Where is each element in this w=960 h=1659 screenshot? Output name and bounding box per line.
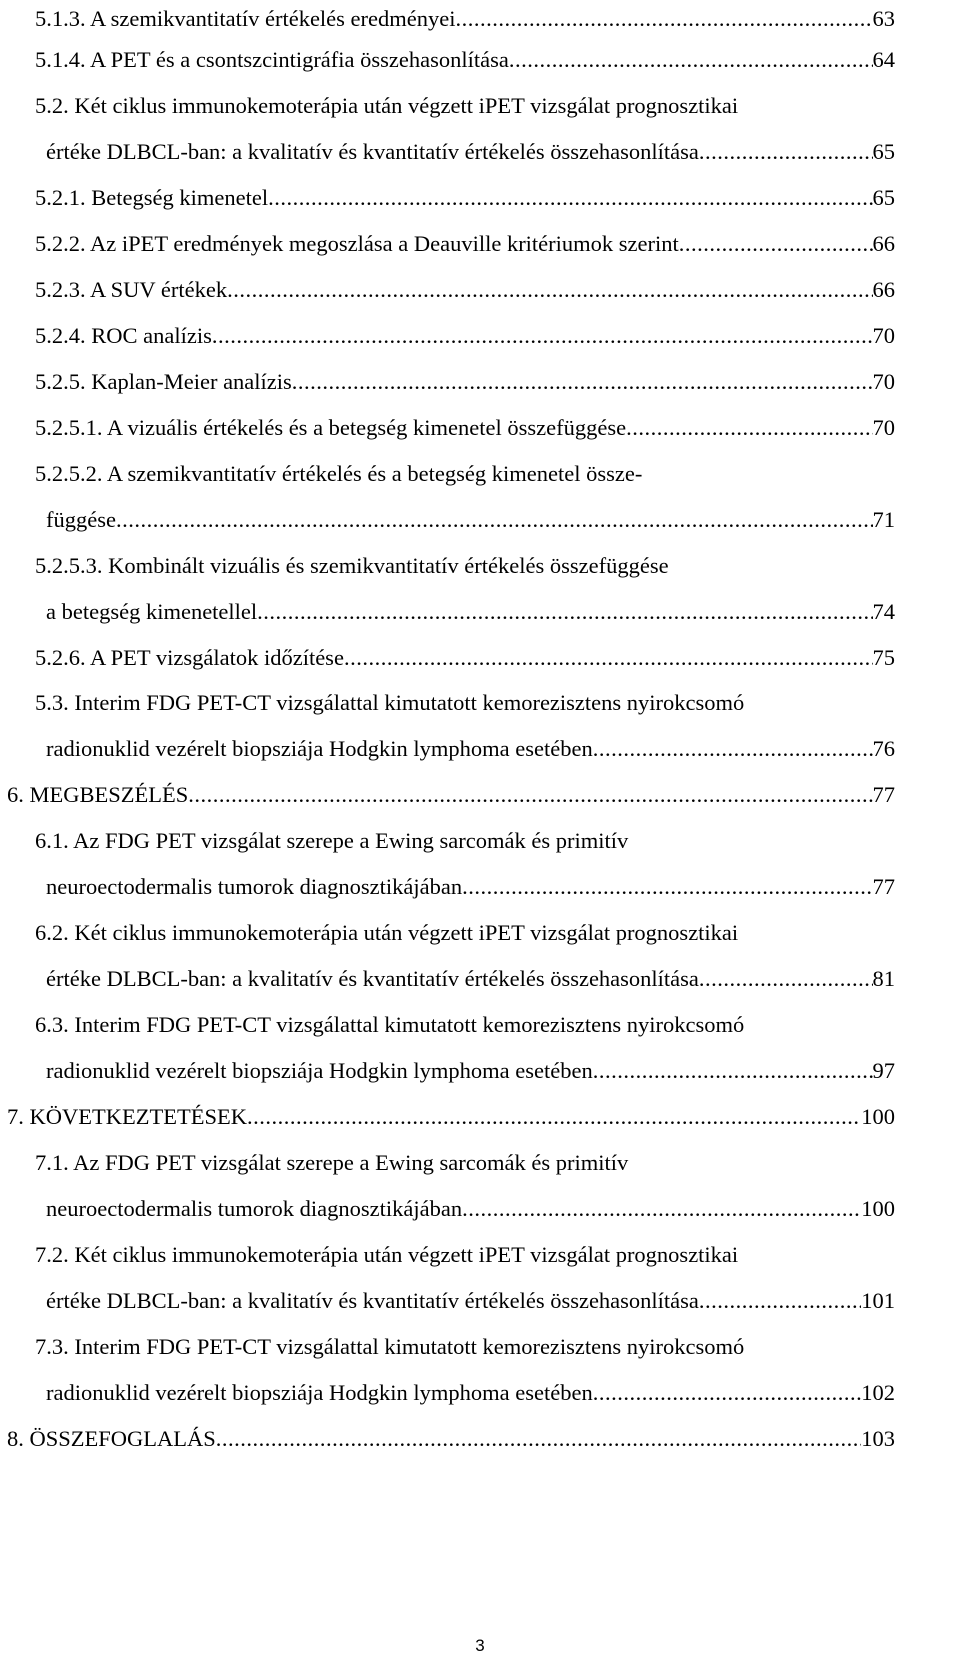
- toc-line: [35, 183, 895, 213]
- toc-entry-title: radionuklid vezérelt biopsziája Hodgkin lymphoma esetében: [46, 1058, 593, 1083]
- toc-line: [46, 734, 895, 764]
- toc-line: [35, 1148, 895, 1178]
- toc-entry-title-first-line: 5.2.5.3. Kombinált vizuális és szemikvantitatív értékelés összefüggése: [35, 553, 669, 578]
- toc-entry-title-first-line: 5.3. Interim FDG PET-CT vizsgálattal kimutatott kemorezisztens nyirokcsomó: [35, 690, 745, 715]
- page-number: 3: [475, 1636, 485, 1655]
- toc-line: [35, 688, 895, 718]
- dot-leader: [268, 183, 872, 213]
- dot-leader: [212, 321, 873, 351]
- dot-leader: [227, 275, 872, 305]
- toc-entry-page: 66: [872, 277, 895, 302]
- toc-line: [35, 45, 895, 75]
- toc-line: [35, 321, 895, 351]
- toc-entry-title: neuroectodermalis tumorok diagnosztikájában: [46, 1196, 463, 1221]
- toc-entry-page: 76: [872, 736, 895, 761]
- toc-line: [46, 872, 895, 902]
- toc-entry-title-first-line: 6.3. Interim FDG PET-CT vizsgálattal kimutatott kemorezisztens nyirokcsomó: [35, 1012, 745, 1037]
- toc-line: [46, 597, 895, 627]
- toc-line: [46, 1056, 895, 1086]
- toc-entry-title-first-line: 7.2. Két ciklus immunokemoterápia után végzett iPET vizsgálat prognosztikai: [35, 1242, 739, 1267]
- toc-entry-page: 65: [872, 139, 895, 164]
- dot-leader: [699, 137, 873, 167]
- toc-entry-title: 5.2.5.1. A vizuális értékelés és a betegség kimenetel összefüggése: [35, 415, 627, 440]
- dot-leader: [593, 1056, 873, 1086]
- toc-line: [7, 1424, 895, 1454]
- dot-leader: [679, 229, 873, 259]
- toc-line: [7, 780, 895, 810]
- dot-leader: [116, 505, 873, 535]
- dot-leader: [188, 780, 872, 810]
- toc-entry-title: 5.2.1. Betegség kimenetel: [35, 185, 269, 210]
- toc-entry-title-first-line: 6.2. Két ciklus immunokemoterápia után végzett iPET vizsgálat prognosztikai: [35, 920, 739, 945]
- dot-leader: [462, 872, 872, 902]
- toc-entry-page: 74: [872, 599, 895, 624]
- toc-entry-title: 5.1.4. A PET és a csontszcintigráfia összehasonlítása: [35, 47, 509, 72]
- toc-entry-page: 70: [872, 323, 895, 348]
- dot-leader: [699, 1286, 861, 1316]
- toc-entry-page: 100: [861, 1196, 895, 1221]
- toc-line: [35, 91, 895, 121]
- toc-line: [35, 275, 895, 305]
- toc-entry-page: 77: [872, 874, 895, 899]
- toc-line: [35, 1332, 895, 1362]
- toc-entry-title-first-line: 7.1. Az FDG PET vizsgálat szerepe a Ewing sarcomák és primitív: [35, 1150, 629, 1175]
- toc-line: [35, 551, 895, 581]
- toc-line: [35, 826, 895, 856]
- toc-entry-title: 6. MEGBESZÉLÉS: [7, 782, 189, 807]
- toc-line: [35, 1010, 895, 1040]
- toc-entry-page: 100: [861, 1104, 895, 1129]
- toc-entry-page: 71: [872, 507, 895, 532]
- toc-entry-title-first-line: 5.2.5.2. A szemikvantitatív értékelés és a betegség kimenetel össze-: [35, 461, 643, 486]
- toc-entry-page: 70: [872, 369, 895, 394]
- toc-entry-title: értéke DLBCL-ban: a kvalitatív és kvantitatív értékelés összehasonlítása: [46, 966, 699, 991]
- toc-entry-page: 65: [872, 185, 895, 210]
- toc-entry-title: értéke DLBCL-ban: a kvalitatív és kvantitatív értékelés összehasonlítása: [46, 139, 699, 164]
- toc-line: [46, 964, 895, 994]
- toc-entry-page: 77: [872, 782, 895, 807]
- toc-line: [35, 1240, 895, 1270]
- toc-entry-title: 5.2.2. Az iPET eredmények megoszlása a Deauville kritériumok szerint: [35, 231, 679, 256]
- toc-entry-title-first-line: 6.1. Az FDG PET vizsgálat szerepe a Ewing sarcomák és primitív: [35, 828, 629, 853]
- toc-entry-page: 103: [861, 1426, 895, 1451]
- toc-entry-title-first-line: 5.2. Két ciklus immunokemoterápia után végzett iPET vizsgálat prognosztikai: [35, 93, 739, 118]
- dot-leader: [593, 734, 873, 764]
- toc-entry-page: 97: [872, 1058, 895, 1083]
- toc-line: [46, 1286, 895, 1316]
- toc-entry-title: 7. KÖVETKEZTETÉSEK: [7, 1104, 247, 1129]
- toc-entry-page: 70: [872, 415, 895, 440]
- dot-leader: [344, 643, 873, 673]
- dot-leader: [462, 1194, 861, 1224]
- dot-leader: [292, 367, 873, 397]
- dot-leader: [257, 597, 872, 627]
- toc-entry-title: 5.2.5. Kaplan-Meier analízis: [35, 369, 292, 394]
- toc-line: [35, 367, 895, 397]
- dot-leader: [593, 1378, 862, 1408]
- toc-entry-page: 66: [872, 231, 895, 256]
- toc-entry-title: 5.1.3. A szemikvantitatív értékelés eredményei: [35, 6, 456, 31]
- toc-line: [35, 4, 895, 34]
- toc-entry-title: 5.2.6. A PET vizsgálatok időzítése: [35, 645, 344, 670]
- toc-entry-title: 5.2.3. A SUV értékek: [35, 277, 228, 302]
- toc-line: [35, 229, 895, 259]
- toc-entry-page: 102: [861, 1380, 895, 1405]
- dot-leader: [509, 45, 873, 75]
- toc-entry-page: 64: [872, 47, 895, 72]
- toc-entry-title: a betegség kimenetellel: [46, 599, 258, 624]
- toc-line: [46, 137, 895, 167]
- dot-leader: [456, 4, 873, 34]
- dot-leader: [247, 1102, 861, 1132]
- toc-line: [7, 1102, 895, 1132]
- toc-entry-title: függése: [46, 507, 116, 532]
- toc-line: [35, 459, 895, 489]
- toc-line: [35, 413, 895, 443]
- toc-line: [46, 1194, 895, 1224]
- dot-leader: [216, 1424, 861, 1454]
- toc-entry-title-first-line: 7.3. Interim FDG PET-CT vizsgálattal kimutatott kemorezisztens nyirokcsomó: [35, 1334, 745, 1359]
- toc-entry-title: 5.2.4. ROC analízis: [35, 323, 212, 348]
- toc-entry-title: neuroectodermalis tumorok diagnosztikájában: [46, 874, 463, 899]
- toc-entry-page: 63: [872, 6, 895, 31]
- toc-entry-title: 8. ÖSSZEFOGLALÁS: [7, 1426, 216, 1451]
- toc-entry-title: értéke DLBCL-ban: a kvalitatív és kvantitatív értékelés összehasonlítása: [46, 1288, 699, 1313]
- dot-leader: [699, 964, 873, 994]
- toc-entry-page: 81: [872, 966, 895, 991]
- toc-line: [46, 505, 895, 535]
- toc-line: [46, 1378, 895, 1408]
- toc-entry-page: 101: [861, 1288, 895, 1313]
- toc-line: [35, 643, 895, 673]
- toc-entry-title: radionuklid vezérelt biopsziája Hodgkin lymphoma esetében: [46, 1380, 593, 1405]
- dot-leader: [626, 413, 872, 443]
- toc-entry-title: radionuklid vezérelt biopsziája Hodgkin lymphoma esetében: [46, 736, 593, 761]
- toc-entry-page: 75: [872, 645, 895, 670]
- toc-line: [35, 918, 895, 948]
